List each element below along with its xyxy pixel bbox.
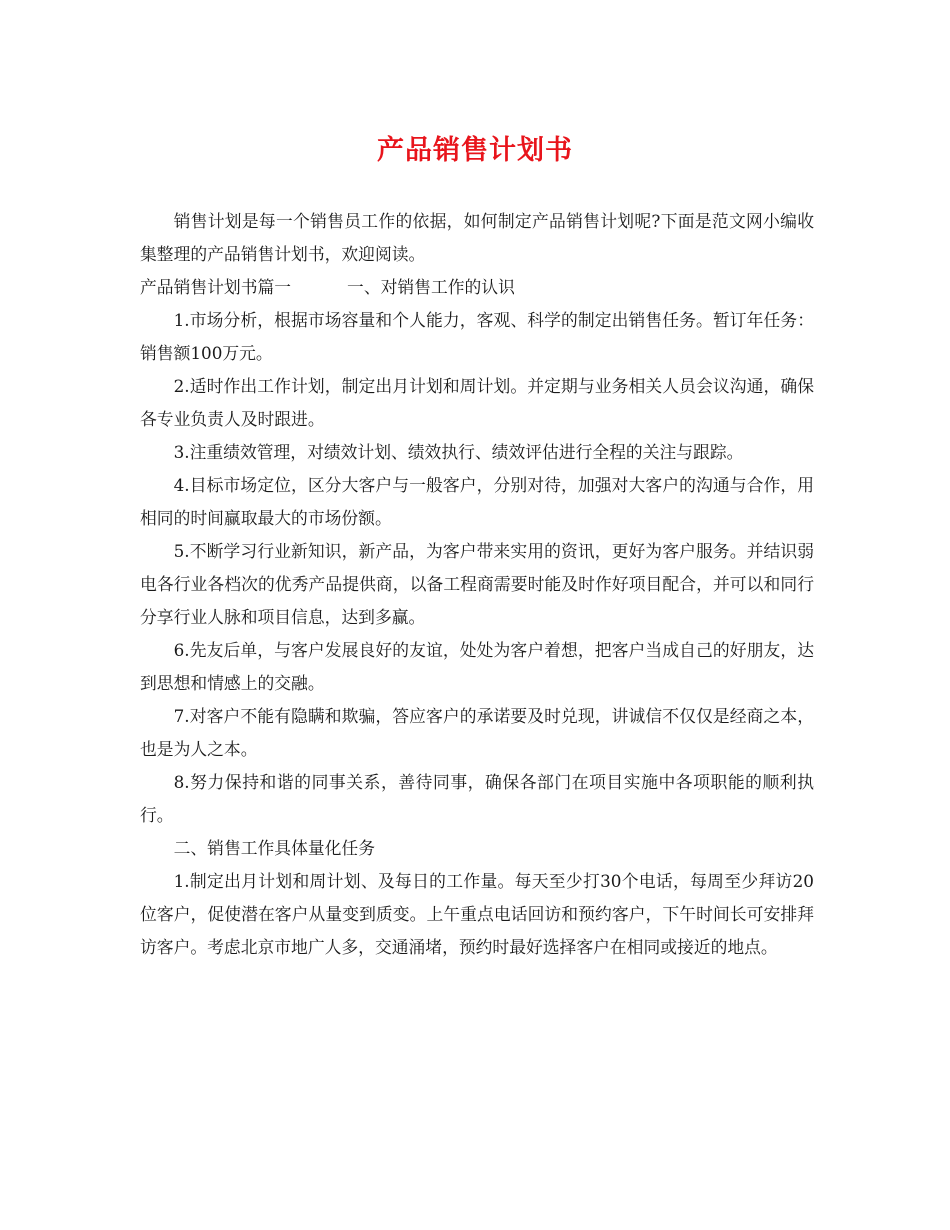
section-one-label: 产品销售计划书篇一 <box>140 277 292 297</box>
list-item: 2.适时作出工作计划，制定出月计划和周计划。并定期与业务相关人员会议沟通，确保各专业负责人及时跟进。 <box>140 376 814 429</box>
intro-paragraph: 销售计划是每一个销售员工作的依据，如何制定产品销售计划呢?下面是范文网小编收集整理的产品销售计划书，欢迎阅读。 <box>140 211 814 264</box>
section-two-heading: 二、销售工作具体量化任务 <box>173 838 375 858</box>
list-item: 5.不断学习行业新知识，新产品，为客户带来实用的资讯，更好为客户服务。并结识弱电各行业各档次的优秀产品提供商，以备工程商需要时能及时作好项目配合，并可以和同行分享行业人脉和项目信息，达到多赢。 <box>140 541 814 627</box>
list-item: 6.先友后单，与客户发展良好的友谊，处处为客户着想，把客户当成自己的好朋友，达到思想和情感上的交融。 <box>140 640 814 693</box>
document-title: 产品销售计划书 <box>377 135 573 166</box>
document-body <box>140 205 814 964</box>
list-item: 4.目标市场定位，区分大客户与一般客户，分别对待，加强对大客户的沟通与合作，用相同的时间赢取最大的市场份额。 <box>140 475 814 528</box>
section-one-heading: 一、对销售工作的认识 <box>347 277 515 297</box>
list-item: 8.努力保持和谐的同事关系，善待同事，确保各部门在项目实施中各项职能的顺利执行。 <box>140 772 814 825</box>
list-item: 1.制定出月计划和周计划、及每日的工作量。每天至少打30个电话，每周至少拜访20位客户，促使潜在客户从量变到质变。上午重点电话回访和预约客户，下午时间长可安排拜访客户。考虑北京市地广人多，交通涌堵，预约时最好选择客户在相同或接近的地点。 <box>140 871 814 957</box>
list-item: 1.市场分析，根据市场容量和个人能力，客观、科学的制定出销售任务。暂订年任务：销售额100万元。 <box>140 310 814 363</box>
section-one-line <box>140 271 814 304</box>
list-item: 3.注重绩效管理，对绩效计划、绩效执行、绩效评估进行全程的关注与跟踪。 <box>173 442 744 462</box>
list-item: 7.对客户不能有隐瞒和欺骗，答应客户的承诺要及时兑现，讲诚信不仅仅是经商之本，也是为人之本。 <box>140 706 814 759</box>
